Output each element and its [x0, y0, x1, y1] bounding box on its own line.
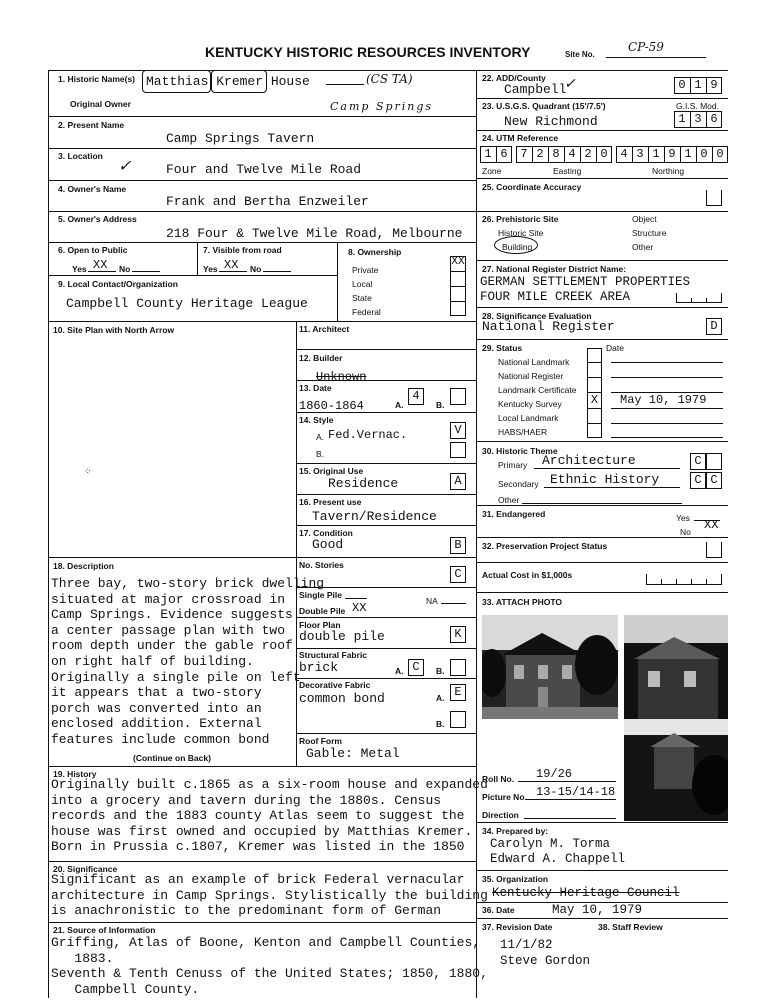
date-36-value: May 10, 1979: [552, 903, 643, 917]
style-label: 14. Style: [299, 415, 334, 425]
description-line: porch was converted into an: [51, 700, 262, 716]
staff-review-label: 38. Staff Review: [598, 922, 663, 932]
description-label: 18. Description: [53, 561, 114, 571]
owner-name-value: Frank and Bertha Enzweiler: [166, 194, 369, 209]
utm-zone-digit: 1: [484, 147, 492, 161]
add-county-label: 22. ADD/County: [482, 73, 546, 83]
utm-zone-digit: 6: [500, 147, 508, 161]
original-use-code: A: [454, 474, 462, 488]
description-line: Three bay, two-story brick dwelling: [51, 576, 325, 591]
significance-line: architecture in Camp Springs. Stylistically the building: [51, 887, 488, 903]
decorative-fabric-label: Decorative Fabric: [299, 680, 371, 690]
owner-address-value: 218 Four & Twelve Mile Road, Melbourne: [166, 226, 463, 241]
primary-theme-value: Architecture: [542, 453, 636, 468]
county-code-digit: 0: [678, 78, 686, 92]
visible-road-label: 7. Visible from road: [203, 245, 282, 255]
structural-fabric-label: Structural Fabric: [299, 650, 368, 660]
significance-line: is anachronistic to the predominant form of German: [51, 903, 442, 919]
actual-cost-label: Actual Cost in $1,000s: [482, 570, 573, 580]
single-pile-label: Single Pile: [299, 590, 342, 600]
prepared-by-value: Edward A. Chappell: [490, 852, 626, 866]
present-name-value: Camp Springs Tavern: [166, 131, 315, 146]
site-plan-label: 10. Site Plan with North Arrow: [53, 325, 175, 335]
organization-value: Kentucky Heritage Council: [492, 886, 680, 900]
date-36-label: 36. Date: [482, 905, 515, 915]
prepared-by-label: 34. Prepared by:: [482, 826, 549, 836]
endangered-answer: XX: [704, 518, 719, 532]
district-line: FOUR MILE CREEK AREA: [480, 290, 631, 304]
utm-northing-digit: 0: [716, 147, 724, 161]
original-use-value: Residence: [328, 476, 399, 491]
condition-label: 17. Condition: [299, 528, 353, 538]
continue-note: (Continue on Back): [133, 753, 211, 763]
ownership-private-mark: XX: [451, 256, 465, 268]
historic-name-value: Matthias Kremer House: [146, 74, 310, 89]
utm-northing-digit: 9: [668, 147, 676, 161]
source-line: Seventh & Tenth Cenuss of the United States; 1850, 1880,: [51, 966, 488, 982]
preservation-label: 32. Preservation Project Status: [482, 541, 608, 551]
utm-northing-digit: 4: [620, 147, 628, 161]
description-line: on right half of building.: [51, 654, 254, 669]
significance-label: 20. Significance: [53, 864, 118, 874]
significance-eval-label: 28. Significance Evaluation: [482, 311, 592, 321]
usgs-value: New Richmond: [504, 114, 598, 129]
status-row: Kentucky Survey: [498, 399, 562, 409]
double-pile-value: XX: [352, 601, 367, 615]
architect-label: 11. Architect: [299, 324, 350, 334]
structural-fabric-value: brick: [299, 660, 339, 675]
style-value: Fed.Vernac.: [328, 428, 408, 442]
add-county-value: Campbell: [504, 82, 567, 97]
decorative-fabric-value: common bond: [299, 691, 385, 706]
status-row: Landmark Certificate: [498, 385, 577, 395]
direction-label: Direction: [482, 810, 519, 820]
status-row: National Register: [498, 371, 564, 381]
open-public-answer: XX: [93, 258, 108, 272]
source-line: Griffing, Atlas of Boone, Kenton and Campbell Counties,: [51, 935, 481, 950]
floor-plan-label: Floor Plan: [299, 620, 341, 630]
history-line: house was first owned and occupied by Matthias Kremer.: [51, 823, 473, 839]
local-contact-value: Campbell County Heritage League: [66, 296, 308, 311]
roof-form-label: Roof Form: [299, 736, 342, 746]
date-value: 1860-1864: [299, 399, 364, 413]
status-row: National Landmark: [498, 357, 570, 367]
source-line: 1883.: [51, 950, 114, 966]
secondary-theme-code: C: [694, 473, 702, 487]
description-line: enclosed addition. External: [51, 716, 262, 732]
source-line: Campbell County.: [51, 981, 200, 997]
site-plan-mark: ⁘: [84, 466, 92, 476]
utm-easting-digit: 2: [584, 147, 592, 161]
location-label: 3. Location: [58, 151, 103, 161]
description-line: Camp Springs. Evidence suggests: [51, 607, 293, 623]
usgs-label: 23. U.S.G.S. Quadrant (15'/7.5'): [482, 101, 606, 111]
historic-theme-label: 30. Historic Theme: [482, 446, 558, 456]
organization-label: 35. Organization: [482, 874, 549, 884]
endangered-label: 31. Endangered: [482, 509, 546, 519]
local-contact-label: 9. Local Contact/Organization: [58, 279, 178, 289]
floor-plan-code: K: [454, 627, 462, 641]
prehistoric-label: 26. Prehistoric Site: [482, 214, 559, 224]
historic-name-label: 1. Historic Name(s): [58, 74, 135, 84]
present-use-label: 16. Present use: [299, 497, 362, 507]
picture-no-label: Picture No.: [482, 792, 527, 802]
date-a-code: 4: [412, 389, 420, 403]
history-label: 19. History: [53, 769, 97, 779]
description-line: a center passage plan with two: [51, 622, 286, 638]
floor-plan-value: double pile: [299, 629, 385, 644]
coord-accuracy-label: 25. Coordinate Accuracy: [482, 182, 582, 192]
description-line: features include common bond: [51, 732, 270, 747]
gis-code-digit: 1: [678, 112, 686, 126]
roof-form-value: Gable: Metal: [306, 746, 400, 761]
significance-eval-value: National Register: [482, 319, 615, 334]
open-public-label: 6. Open to Public: [58, 245, 128, 255]
utm-easting-digit: 8: [552, 147, 560, 161]
status-label: 29. Status: [482, 343, 523, 353]
history-line: into a grocery and tavern during the 1880s. Census: [51, 792, 442, 808]
kentucky-survey-mark: X: [590, 393, 599, 407]
stories-label: No. Stories: [299, 560, 344, 570]
original-use-label: 15. Original Use: [299, 466, 364, 476]
checkmark-icon: ✓: [118, 156, 132, 175]
county-code-digit: 1: [694, 78, 702, 92]
owner-address-label: 5. Owner's Address: [58, 214, 137, 224]
building-photo: [482, 615, 618, 719]
utm-northing-digit: 0: [700, 147, 708, 161]
utm-easting-digit: 2: [536, 147, 544, 161]
attach-photo-label: 33. ATTACH PHOTO: [482, 597, 562, 607]
primary-theme-code: C: [694, 454, 702, 468]
building-photo: [624, 615, 728, 821]
history-line: Born in Prussia c.1807, Kremer was listed in the 1850: [51, 839, 465, 855]
description-line: it appears that a two-story: [51, 685, 262, 701]
visible-road-answer: XX: [224, 258, 239, 272]
historic-name-note: (CS TA): [366, 72, 413, 86]
utm-label: 24. UTM Reference: [482, 133, 559, 143]
original-owner-note: Camp Springs: [330, 100, 434, 113]
significance-line: Significant as an example of brick Federal vernacular: [51, 872, 465, 887]
source-label: 21. Source of Information: [53, 925, 156, 935]
district-label: 27. National Register District Name:: [482, 264, 627, 274]
gis-code-digit: 3: [694, 112, 702, 126]
checkmark-icon: ✓: [564, 76, 576, 92]
utm-easting-digit: 4: [568, 147, 576, 161]
gis-label: G.I.S. Mod.: [676, 101, 719, 111]
stories-code: C: [454, 567, 462, 581]
double-pile-label: Double Pile: [299, 606, 346, 616]
description-line: Originally a single pile on left: [51, 669, 301, 685]
description-line: room depth under the gable roof: [51, 638, 293, 654]
style-code: V: [454, 423, 462, 437]
structural-fabric-code: C: [412, 660, 420, 674]
utm-easting-digit: 0: [600, 147, 608, 161]
history-line: Originally built c.1865 as a six-room house and expanded: [51, 777, 488, 792]
location-value: Four and Twelve Mile Road: [166, 162, 362, 177]
revision-date-label: 37. Revision Date: [482, 922, 553, 932]
status-row: Local Landmark: [498, 413, 559, 423]
history-line: records and the 1883 county Atlas seem to suggest the: [51, 808, 465, 824]
district-line: GERMAN SETTLEMENT PROPERTIES: [480, 275, 691, 289]
utm-northing-digit: 1: [652, 147, 660, 161]
present-use-value: Tavern/Residence: [312, 509, 437, 524]
condition-code: B: [454, 538, 462, 552]
form-title: KENTUCKY HISTORIC RESOURCES INVENTORY: [205, 44, 531, 60]
prepared-by-value: Carolyn M. Torma: [490, 837, 611, 851]
secondary-theme-code: C: [710, 473, 718, 487]
county-code-digit: 9: [710, 78, 718, 92]
utm-northing-digit: 1: [684, 147, 692, 161]
builder-label: 12. Builder: [299, 353, 343, 363]
kentucky-survey-date: May 10, 1979: [620, 393, 707, 407]
condition-value: Good: [312, 537, 344, 552]
decorative-fabric-code: E: [454, 685, 462, 699]
utm-northing-digit: 3: [636, 147, 644, 161]
significance-eval-code: D: [710, 319, 718, 333]
builder-value: Unknown: [316, 370, 367, 384]
staff-review-value: Steve Gordon: [500, 954, 591, 968]
roll-no-label: Roll No.: [482, 774, 515, 784]
original-owner-label: Original Owner: [70, 99, 131, 109]
site-no-value: CP-59: [628, 40, 664, 54]
ownership-label: 8. Ownership: [348, 247, 402, 257]
present-name-label: 2. Present Name: [58, 120, 125, 130]
description-line: situated at major crossroad in: [51, 591, 286, 607]
revision-date-value: 11/1/82: [500, 938, 553, 952]
date-label: 13. Date: [299, 383, 332, 393]
owner-name-label: 4. Owner's Name: [58, 184, 127, 194]
secondary-theme-value: Ethnic History: [550, 472, 660, 487]
gis-code-digit: 6: [710, 112, 718, 126]
roll-no-value: 19/26: [536, 767, 573, 781]
utm-easting-digit: 7: [520, 147, 528, 161]
picture-no-value: 13-15/14-18: [536, 785, 616, 799]
site-no-label: Site No.: [565, 50, 595, 59]
status-row: HABS/HAER: [498, 427, 548, 437]
